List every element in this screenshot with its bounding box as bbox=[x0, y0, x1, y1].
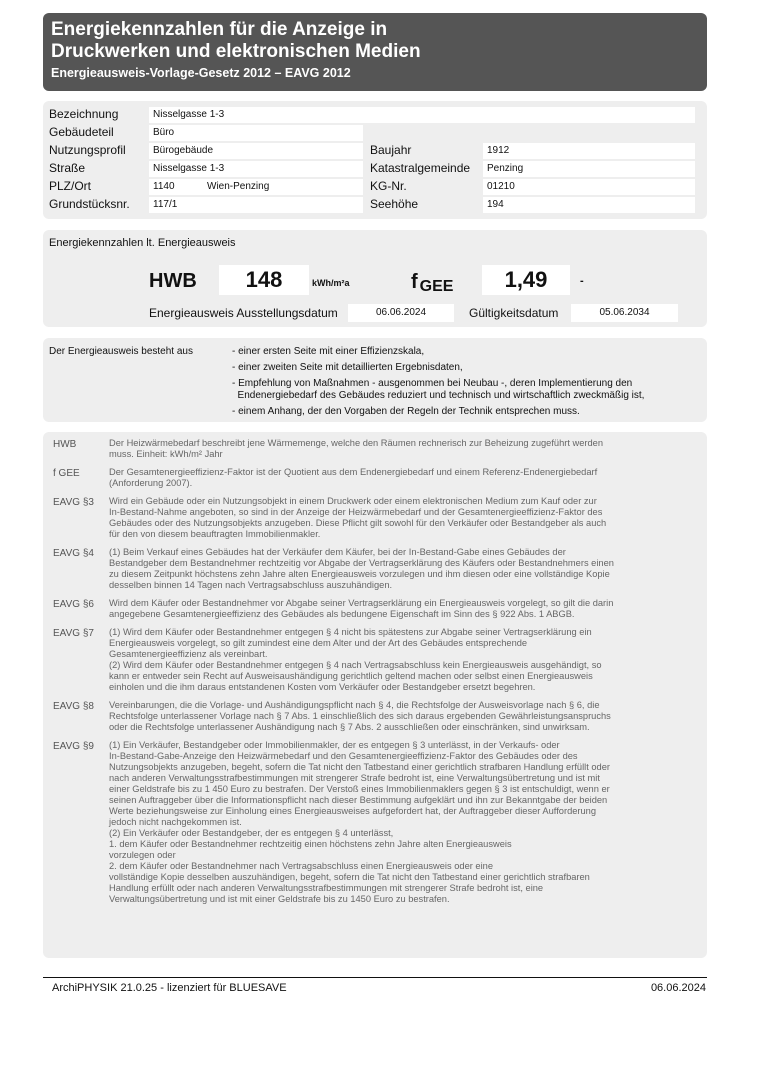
strasse-value: Nisselgasse 1-3 bbox=[149, 161, 363, 177]
katastralgemeinde-label: Katastralgemeinde bbox=[370, 161, 471, 175]
nutzungsprofil-value: Bürogebäude bbox=[149, 143, 363, 159]
fgee-label bbox=[411, 271, 453, 296]
definition-text: (1) Ein Verkäufer, Bestandgeber oder Immobilienmakler, der es entgegen § 3 unterlässt, in der Verkaufs- oder In-Bestand-Gabe-Anzeige den Heizwärmebedarf und den Gesamtenergieeffizienz-Faktor des Gebäudes oder des Nutzungsobjekts anzugeben, begeht, sofern die Tat nicht den Tatbestand einer gerichtlich strafbaren Handlung erfüllt oder nach anderen Verwaltungsstrafbestimmungen mit strengerer Strafe bedroht ist, eine Verwaltungsübertretung und ist mit einer Geldstrafe bis zu 1 450 Euro zu bestrafen. Der Verstoß eines Immobilienmaklers gegen § 3 ist entschuldigt, wenn er seinen Auftraggeber über die Informationspflicht nach dieser Bestimmung aufgeklärt und ihn zur Bekanntgabe der beiden Werte beziehungsweise zur Einholung eines Energieausweises aufgefordert hat, der Auftraggeber dieser Aufforderung jedoch nicht nachgekommen ist. (2) Ein Verkäufer oder Bestandgeber, der es entgegen § 4 unterlässt, 1. dem Käufer oder Bestandnehmer rechtzeitig einen höchstens zehn Jahre alten Energieausweis vorzulegen oder 2. dem Käufer oder Bestandnehmer nach Vertragsabschluss einen Energieausweis oder eine vollständige Kopie desselben auszuhändigen, begeht, sofern die Tat nicht den Tatbestand einer gerichtlich strafbaren Handlung erfüllt oder nach anderen Verwaltungsstrafbestimmungen mit strengerer Strafe bedroht ist, eine Verwaltungsübertretung und ist mit einer Geldstrafe bis zu 1450 Euro zu bestrafen. bbox=[109, 740, 610, 904]
definition-key: EAVG §9 bbox=[53, 741, 94, 752]
gebaeudeteil-label: Gebäudeteil bbox=[49, 125, 114, 139]
ausstellung-label: Energieausweis Ausstellungsdatum bbox=[149, 306, 338, 320]
plz-value: 1140 bbox=[153, 181, 175, 192]
definition-key: EAVG §8 bbox=[53, 701, 94, 712]
bezeichnung-label: Bezeichnung bbox=[49, 107, 119, 121]
seehoehe-label: Seehöhe bbox=[370, 197, 419, 211]
seehoehe-value: 194 bbox=[483, 197, 695, 213]
fgee-unit: - bbox=[580, 275, 584, 287]
hwb-unit: kWh/m²a bbox=[312, 278, 350, 288]
besteht-item: - einer zweiten Seite mit detaillierten Ergebnisdaten, bbox=[232, 362, 463, 373]
definition-key: EAVG §6 bbox=[53, 599, 94, 610]
kgnr-value: 01210 bbox=[483, 179, 695, 195]
footer-date: 06.06.2024 bbox=[650, 982, 706, 994]
title-line-1: Energiekennzahlen für die Anzeige in bbox=[51, 19, 388, 40]
definition-item bbox=[53, 627, 703, 693]
definition-text: Der Heizwärmebedarf beschreibt jene Wärmemenge, welche den Räumen rechnerisch zur Beheizung zugeführt werden muss. Einheit: kWh/m² Jahr bbox=[109, 438, 604, 459]
besteht-item: - einer ersten Seite mit einer Effizienzskala, bbox=[232, 346, 425, 357]
plzort-value bbox=[149, 179, 363, 195]
baujahr-label: Baujahr bbox=[370, 143, 412, 157]
definitions-panel bbox=[43, 432, 707, 958]
fgee-sub: GEE bbox=[419, 278, 454, 295]
kennzahlen-panel bbox=[43, 230, 707, 327]
definition-item bbox=[53, 700, 703, 733]
besteht-item: Endenergiebedarf des Gebäudes reduziert und technisch und wirtschaftlich zweckmäßig ist, bbox=[232, 390, 645, 401]
footer-divider bbox=[43, 977, 707, 978]
nutzungsprofil-label: Nutzungsprofil bbox=[49, 143, 126, 157]
baujahr-value: 1912 bbox=[483, 143, 695, 159]
gebaeudeteil-value: Büro bbox=[149, 125, 363, 141]
gueltigkeit-value: 05.06.2034 bbox=[571, 304, 678, 322]
definition-text: (1) Beim Verkauf eines Gebäudes hat der Verkäufer dem Käufer, bei der In-Bestand-Gabe eines Gebäudes der Bestandgeber dem Bestandnehmer rechtzeitig vor Abgabe der Vertragserklärung des Käufers oder Bestandnehmers einen zu diesem Zeitpunkt höchstens zehn Jahre alten Energieausweis vorzulegen und ihm diesen oder eine vollständige Kopie desselben binnen 14 Tagen nach Vertragsabschluss auszuhändigen. bbox=[109, 547, 614, 590]
bezeichnung-value: Nisselgasse 1-3 bbox=[149, 107, 695, 123]
besteht-aus-panel bbox=[43, 338, 707, 422]
ort-value: Wien-Penzing bbox=[207, 181, 270, 192]
definition-item bbox=[53, 598, 703, 620]
definition-item bbox=[53, 740, 703, 905]
title-line-2: Druckwerken und elektronischen Medien bbox=[51, 41, 421, 62]
fgee-f: f bbox=[411, 271, 418, 293]
definition-text: Vereinbarungen, die die Vorlage- und Aushändigungspflicht nach § 4, die Rechtsfolge der Ausweisvorlage nach § 6, die Rechtsfolge unterlassener Vorlage nach § 7 Abs. 1 einschließlich des sich daraus ergebenden Gewährleistungsanspruchs oder die Rechtsfolge unterlassener Aushändigung nach § 7 Abs. 2 ausschließen oder einschränken, sind unwirksam. bbox=[109, 700, 611, 732]
definition-key: EAVG §4 bbox=[53, 548, 94, 559]
grundstuecksnr-value: 117/1 bbox=[149, 197, 363, 213]
kgnr-label: KG-Nr. bbox=[370, 179, 407, 193]
hwb-value: 148 bbox=[219, 265, 309, 295]
hwb-label: HWB bbox=[149, 270, 197, 292]
definition-key: HWB bbox=[53, 439, 77, 450]
definition-item bbox=[53, 496, 703, 540]
subtitle: Energieausweis-Vorlage-Gesetz 2012 – EAVG 2012 bbox=[51, 66, 351, 80]
definition-item bbox=[53, 547, 703, 591]
fgee-value: 1,49 bbox=[482, 265, 570, 295]
grundstuecksnr-label: Grundstücksnr. bbox=[49, 197, 130, 211]
definition-key: EAVG §7 bbox=[53, 628, 94, 639]
definitions-list bbox=[53, 438, 703, 912]
kennzahlen-heading: Energiekennzahlen lt. Energieausweis bbox=[49, 237, 236, 249]
besteht-item: - Empfehlung von Maßnahmen - ausgenommen bei Neubau -, deren Implementierung den bbox=[232, 378, 633, 389]
footer-software: ArchiPHYSIK 21.0.25 - lizenziert für BLUESAVE bbox=[52, 982, 287, 994]
definition-key: EAVG §3 bbox=[53, 497, 94, 508]
gueltigkeit-label: Gültigkeitsdatum bbox=[469, 306, 559, 320]
definition-text: Der Gesamtenergieeffizienz-Faktor ist der Quotient aus dem Endenergiebedarf und einem Referenz-Endenergiebedarf (Anforderung 2007). bbox=[109, 467, 598, 488]
header-banner bbox=[43, 13, 707, 91]
besteht-item: - einem Anhang, der den Vorgaben der Regeln der Technik entsprechen muss. bbox=[232, 406, 580, 417]
katastralgemeinde-value: Penzing bbox=[483, 161, 695, 177]
definition-item bbox=[53, 467, 703, 489]
definition-text: Wird dem Käufer oder Bestandnehmer vor Abgabe seiner Vertragserklärung ein Energieausweis vorgelegt, so gilt die darin angegebene Gesamtenergieeffizienz des Gebäudes als bedungene Eigenschaft im Sinn des § 922 Abs. 1 ABGB. bbox=[109, 598, 614, 619]
definition-text: (1) Wird dem Käufer oder Bestandnehmer entgegen § 4 nicht bis spätestens zur Abgabe seiner Vertragserklärung ein Energieausweis vorgelegt, so gilt zumindest eine dem Alter und der Art des Gebäudes entsprechende Gesamtenergieeffizienz als vereinbart. (2) Wird dem Käufer oder Bestandnehmer entgegen § 4 nach Vertragsabschluss kein Energieausweis ausgehändigt, so kann er entweder sein Recht auf Ausweisaushändigung gerichtlich geltend machen oder selbst einen Energieausweis einholen und die ihm daraus entstandenen Kosten vom Verkäufer oder Bestandgeber ersetzt begehren. bbox=[109, 627, 602, 692]
definition-text: Wird ein Gebäude oder ein Nutzungsobjekt in einem Druckwerk oder einem elektronischen Medium zum Kauf oder zur In-Bestand-Nahme angeboten, so sind in der Anzeige der Heizwärmebedarf und der Gesamtenergieeffizienz-Faktor des Gebäudes oder des Nutzungsobjekts anzugeben. Diese Pflicht gilt sowohl für den Verkäufer oder Bestandgeber als auch für den von diesem beauftragten Immobilienmakler. bbox=[109, 496, 607, 539]
definition-item bbox=[53, 438, 703, 460]
plzort-label: PLZ/Ort bbox=[49, 179, 92, 193]
besteht-label: Der Energieausweis besteht aus bbox=[49, 346, 193, 357]
building-data-panel bbox=[43, 101, 707, 219]
strasse-label: Straße bbox=[49, 161, 86, 175]
ausstellung-value: 06.06.2024 bbox=[348, 304, 454, 322]
definition-key: f GEE bbox=[53, 468, 80, 479]
